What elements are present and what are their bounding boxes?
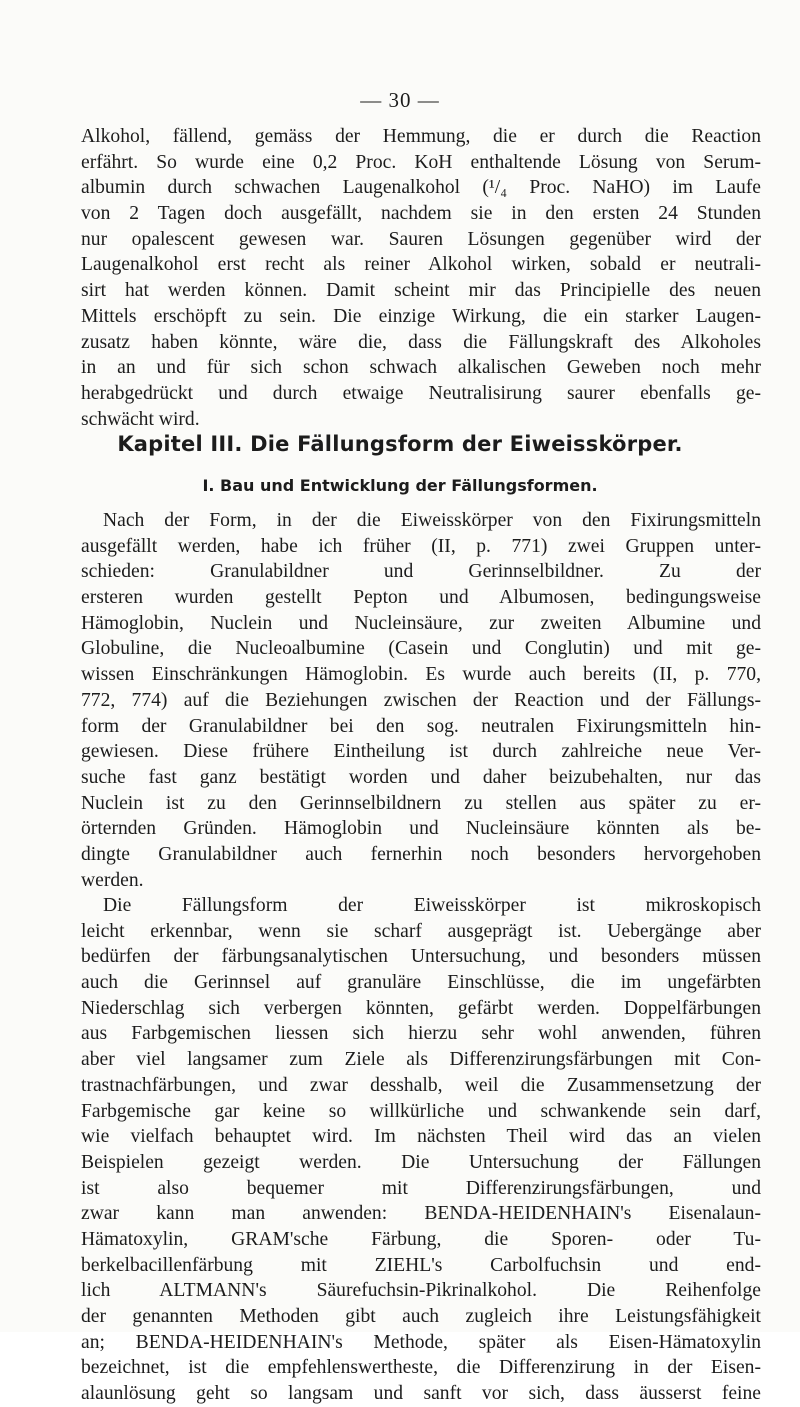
text-line: an; BENDA-HEIDENHAIN's Methode, später als Eisen-Hämatoxylin — [81, 1331, 761, 1353]
text-line: berkelbacillenfärbung mit ZIEHL's Carbolfuchsin und end- — [81, 1254, 761, 1276]
text-line: Farbgemische gar keine so willkürliche und schwankende sein darf, — [81, 1100, 761, 1122]
text-line: wie vielfach behauptet wird. Im nächsten Theil wird das an vielen — [81, 1126, 761, 1148]
text-line: ersteren wurden gestellt Pepton und Albumosen, bedingungsweise — [81, 587, 761, 609]
text-line: Laugenalkohol erst recht als reiner Alkohol wirken, sobald er neutrali- — [81, 254, 761, 276]
text-line: ausgefällt werden, habe ich früher (II, p. 771) zwei Gruppen unter- — [81, 535, 761, 557]
text-line: Hämoglobin, Nuclein und Nucleinsäure, zur zweiten Albumine und — [81, 612, 761, 634]
text-line: gewiesen. Diese frühere Eintheilung ist durch zahlreiche neue Ver- — [81, 741, 761, 763]
text-line: werden. — [81, 869, 144, 891]
text-line: Nach der Form, in der die Eiweisskörper von den Fixirungsmitteln — [103, 510, 761, 531]
text-line: Beispielen gezeigt werden. Die Untersuchung der Fällungen — [81, 1151, 761, 1173]
text-line: Globuline, die Nucleoalbumine (Casein und Conglutin) und mit ge- — [81, 638, 761, 660]
text-line: form der Granulabildner bei den sog. neutralen Fixirungsmitteln hin- — [81, 715, 761, 737]
text-line: schwächt wird. — [81, 408, 200, 430]
paragraph-1 — [81, 508, 761, 893]
text-line: schieden: Granulabildner und Gerinnselbildner. Zu der — [81, 561, 761, 583]
page-number: — 30 — — [360, 88, 440, 112]
text-line: alaunlösung geht so langsam und sanft vor sich, dass äusserst feine — [81, 1383, 761, 1405]
section-heading: I. Bau und Entwicklung der Fällungsformen. — [202, 476, 598, 495]
text-line: bezeichnet, ist die empfehlenswertheste, die Differenzirung in der Eisen- — [81, 1357, 761, 1379]
text-line: Niederschlag sich verbergen könnten, gefärbt werden. Doppelfärbungen — [81, 997, 761, 1019]
text-line: dingte Granulabildner auch fernerhin noch besonders hervorgehoben — [81, 843, 761, 865]
text-line: ist also bequemer mit Differenzirungsfärbungen, und — [81, 1177, 761, 1199]
paragraph-2 — [81, 893, 761, 1407]
text-line: aber viel langsamer zum Ziele als Differenzirungsfärbungen mit Con- — [81, 1049, 761, 1071]
text-line: sirt hat werden können. Damit scheint mir das Principielle des neuen — [81, 280, 761, 302]
text-line: in an und für sich schon schwach alkalischen Geweben noch mehr — [81, 357, 761, 379]
text-line: nur opalescent gewesen war. Sauren Lösungen gegenüber wird der — [81, 228, 761, 250]
text-line: bedürfen der färbungsanalytischen Untersuchung, und besonders müssen — [81, 946, 761, 968]
text-line: von 2 Tagen doch ausgefällt, nachdem sie in den ersten 24 Stunden — [81, 203, 761, 225]
text-line: Die Fällungsform der Eiweisskörper ist mikroskopisch — [103, 895, 761, 916]
text-line: aus Farbgemischen liessen sich hierzu sehr wohl anwenden, führen — [81, 1023, 761, 1045]
text-line: herabgedrückt und durch etwaige Neutralisirung saurer ebenfalls ge- — [81, 382, 761, 404]
text-line: Alkohol, fällend, gemäss der Hemmung, die er durch die Reaction — [81, 126, 761, 147]
text-line: zusatz haben könnte, wäre die, dass die Fällungskraft des Alkoholes — [81, 331, 761, 353]
text-line: suche fast ganz bestätigt worden und daher beizubehalten, nur das — [81, 766, 761, 788]
text-line: der genannten Methoden gibt auch zugleich ihre Leistungsfähigkeit — [81, 1306, 761, 1327]
text-line: Mittels erschöpft zu sein. Die einzige Wirkung, die ein starker Laugen- — [81, 305, 761, 327]
text-line: Hämatoxylin, GRAM'sche Färbung, die Sporen- oder Tu- — [81, 1228, 761, 1250]
chapter-heading: Kapitel III. Die Fällungsform der Eiweisskörper. — [117, 432, 683, 456]
text-line: auch die Gerinnsel auf granuläre Einschlüsse, die im ungefärbten — [81, 972, 761, 994]
text-line: albumin durch schwachen Laugenalkohol (¹/₄ Proc. NaHO) im Laufe — [81, 177, 761, 199]
text-line: lich ALTMANN's Säurefuchsin-Pikrinalkohol. Die Reihenfolge — [81, 1280, 761, 1302]
top-paragraph — [81, 124, 761, 432]
text-line: erfährt. So wurde eine 0,2 Proc. KoH enthaltende Lösung von Serum- — [81, 151, 761, 173]
text-line: 772, 774) auf die Beziehungen zwischen der Reaction und der Fällungs- — [81, 689, 761, 711]
text-line: trastnachfärbungen, und zwar desshalb, weil die Zusammensetzung der — [81, 1074, 761, 1096]
text-line: Nuclein ist zu den Gerinnselbildnern zu stellen aus später zu er- — [81, 792, 761, 814]
text-line: leicht erkennbar, wenn sie scharf ausgeprägt ist. Uebergänge aber — [81, 920, 761, 942]
text-line: zwar kann man anwenden: BENDA-HEIDENHAIN's Eisenalaun- — [81, 1203, 761, 1225]
text-line: wissen Einschränkungen Hämoglobin. Es wurde auch bereits (II, p. 770, — [81, 664, 761, 686]
text-line: örternden Gründen. Hämoglobin und Nucleinsäure könnten als be- — [81, 818, 761, 840]
